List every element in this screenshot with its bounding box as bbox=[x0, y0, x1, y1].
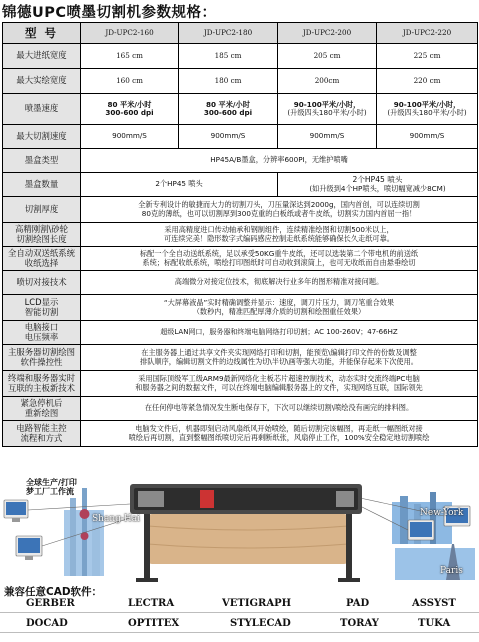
city-label: Shang-Hai bbox=[92, 514, 141, 524]
cad-software: TUKA bbox=[418, 618, 451, 629]
cad-software: ASSYST bbox=[412, 598, 456, 609]
row-label: 喷切对接技术 bbox=[3, 271, 81, 295]
model-cell: JD-UPC2-180 bbox=[179, 23, 278, 44]
cad-software: OPTITEX bbox=[128, 618, 180, 629]
table-row bbox=[3, 321, 478, 345]
table-row bbox=[3, 397, 478, 421]
spec-table bbox=[2, 22, 478, 447]
cad-title: 兼容任意CAD软件： bbox=[4, 586, 103, 598]
cad-software: PAD bbox=[346, 598, 370, 609]
table-row bbox=[3, 173, 478, 197]
table-row bbox=[3, 197, 478, 223]
value-cell: 900mm/S bbox=[278, 125, 377, 149]
table-row bbox=[3, 125, 478, 149]
table-row bbox=[3, 421, 478, 447]
value-cell: 180 cm bbox=[179, 69, 278, 94]
row-label: 喷墨速度 bbox=[3, 94, 81, 125]
value-cell: 高端微分对接定位技术，彻底解决行业多年的图形精准对接问题。 bbox=[81, 271, 478, 295]
value-cell: 标配一个全自动送纸系统，足以承受50KG重牛皮纸，还可以选装第二个带电机的前送纸 系统；标配收纸系统，喷绘打印图纸时可自动收到滚筒上，也可无收纸而自由悬垂绘切 bbox=[81, 247, 478, 271]
value-cell: 225 cm bbox=[377, 44, 478, 69]
paris-skyline bbox=[395, 544, 475, 580]
header-row bbox=[3, 23, 478, 44]
row-label: 最大进纸宽度 bbox=[3, 44, 81, 69]
model-cell: JD-UPC2-160 bbox=[81, 23, 179, 44]
value-cell: 205 cm bbox=[278, 44, 377, 69]
value-cell: 220 cm bbox=[377, 69, 478, 94]
table-row bbox=[3, 69, 478, 94]
cad-software: GERBER bbox=[26, 598, 75, 609]
value-cell: 采用高精度进口传动轴承和钢制组件，连续精准绘图和切割500米以上， 可连续完美！隐形数字式编码感应控制走纸系统能够确保长久走纸可靠。 bbox=[81, 223, 478, 247]
row-label: LCD显示 智能切割 bbox=[3, 295, 81, 321]
value-cell: 165 cm bbox=[81, 44, 179, 69]
table-row bbox=[3, 223, 478, 247]
row-label: 高精刚割\砂轮 切割绘图长度 bbox=[3, 223, 81, 247]
divider bbox=[0, 612, 479, 613]
cad-software: VETIGRAPH bbox=[222, 598, 292, 609]
workflow-caption: 全球生产/打印 梦工厂工作流 bbox=[26, 478, 77, 497]
row-label: 全自动双送纸系统 收纸选择 bbox=[3, 247, 81, 271]
table-row bbox=[3, 295, 478, 321]
city-label: New-York bbox=[420, 508, 464, 518]
row-label: 最大实绘宽度 bbox=[3, 69, 81, 94]
table-row bbox=[3, 247, 478, 271]
value-cell: HP45A/B墨盒，分辨率600PI，无维护喷嘴 bbox=[81, 149, 478, 173]
model-cell: JD-UPC2-220 bbox=[377, 23, 478, 44]
value-cell: 在任何停电等紧急情况发生断电保存下，下次可以继续切割\喷绘没有画完的排料图。 bbox=[81, 397, 478, 421]
table-row bbox=[3, 94, 478, 125]
row-label: 墨盒类型 bbox=[3, 149, 81, 173]
value-cell: 90-100平米/小时， (升级四头180平米/小时) bbox=[377, 94, 478, 125]
row-label: 电脑接口 电压频率 bbox=[3, 321, 81, 345]
value-cell: 900mm/S bbox=[179, 125, 278, 149]
row-label: 切割厚度 bbox=[3, 197, 81, 223]
row-label: 最大切割速度 bbox=[3, 125, 81, 149]
value-cell: 80 平米/小时 300-600 dpi bbox=[81, 94, 179, 125]
page-title: 锦德UPC喷墨切割机参数规格： bbox=[2, 5, 217, 21]
value-cell: 200cm bbox=[278, 69, 377, 94]
value-cell: 在主服务器上通过共享文件夹实现网络打印和切割，能预览\编辑打印文件的份数及调整 排队顺序，编辑切割文件的边线属性为切\半切\画等强大功能，并能保存起来下次使用。 bbox=[81, 345, 478, 371]
plotter-machine bbox=[130, 484, 362, 582]
cad-software: DOCAD bbox=[26, 618, 68, 629]
value-cell: 超级LAN网口，服务器和终端电脑网络打印切割；AC 100-260V；47-66HZ bbox=[81, 321, 478, 345]
value-cell: 全新专利设计的敏捷而大力的切割刀头，刀压量深达到2000g，国内首创，可以连续切割 80克的薄纸，也可以切割厚到300克重的白板纸或者牛皮纸，切割实力国内首屈一指！ bbox=[81, 197, 478, 223]
value-cell: 80 平米/小时 300-600 dpi bbox=[179, 94, 278, 125]
computer-icon bbox=[4, 500, 28, 522]
row-label: 终端和服务器实时 互联的主板新技术 bbox=[3, 371, 81, 397]
value-cell: 900mm/S bbox=[81, 125, 179, 149]
computer-icon bbox=[408, 520, 434, 540]
value-cell: 电脑发文件后，机器即刻启动风扇纸风开始喷绘，随后切割完该幅图，再走纸一幅图纸对接 喷绘后再切割，直到整幅图纸喷切完后再剩断纸张，风扇停止工作，100%安全稳定地切割喷绘 bbox=[81, 421, 478, 447]
table-row bbox=[3, 371, 478, 397]
table-row bbox=[3, 149, 478, 173]
value-cell: 900mm/S bbox=[377, 125, 478, 149]
model-cell: JD-UPC2-200 bbox=[278, 23, 377, 44]
cad-software: STYLECAD bbox=[230, 618, 291, 629]
row-label: 墨盒数量 bbox=[3, 173, 81, 197]
table-row bbox=[3, 271, 478, 295]
shanghai-skyline bbox=[64, 488, 104, 576]
row-label: 主服务器切割绘图 软件操控性 bbox=[3, 345, 81, 371]
cad-software: TORAY bbox=[340, 618, 379, 629]
row-label: 紧急停机后 重新绘图 bbox=[3, 397, 81, 421]
value-cell: 185 cm bbox=[179, 44, 278, 69]
value-cell: 2个HP45 喷头 (如升级到4个HP喷头，喷切幅宽减少8CM) bbox=[278, 173, 478, 197]
computer-icon bbox=[16, 536, 42, 560]
value-cell: 160 cm bbox=[81, 69, 179, 94]
cad-software: LECTRA bbox=[128, 598, 175, 609]
city-label: Paris bbox=[440, 566, 463, 576]
value-cell: 2个HP45 喷头 bbox=[81, 173, 278, 197]
value-cell: 90-100平米/小时， (升级四头180平米/小时) bbox=[278, 94, 377, 125]
divider bbox=[0, 632, 479, 633]
row-label: 电路智能主控 流程和方式 bbox=[3, 421, 81, 447]
value-cell: 采用国际顶级军工级ARM9最新网络化主板芯片超速控制技术，动态实时交流终端PC电脑 和服务器之间的数据文件，可以在终端电脑编辑服务器上的文件，实现网络互联，国际领先 bbox=[81, 371, 478, 397]
value-cell: “大屏幕液晶”实时精确调整并显示：速度，调刀片压力，调刀笔重合效果 （数秒内，精准匹配厚薄介质的切割和绘图重任效果） bbox=[81, 295, 478, 321]
table-row bbox=[3, 345, 478, 371]
model-header: 型 号 bbox=[3, 23, 81, 44]
table-row bbox=[3, 44, 478, 69]
